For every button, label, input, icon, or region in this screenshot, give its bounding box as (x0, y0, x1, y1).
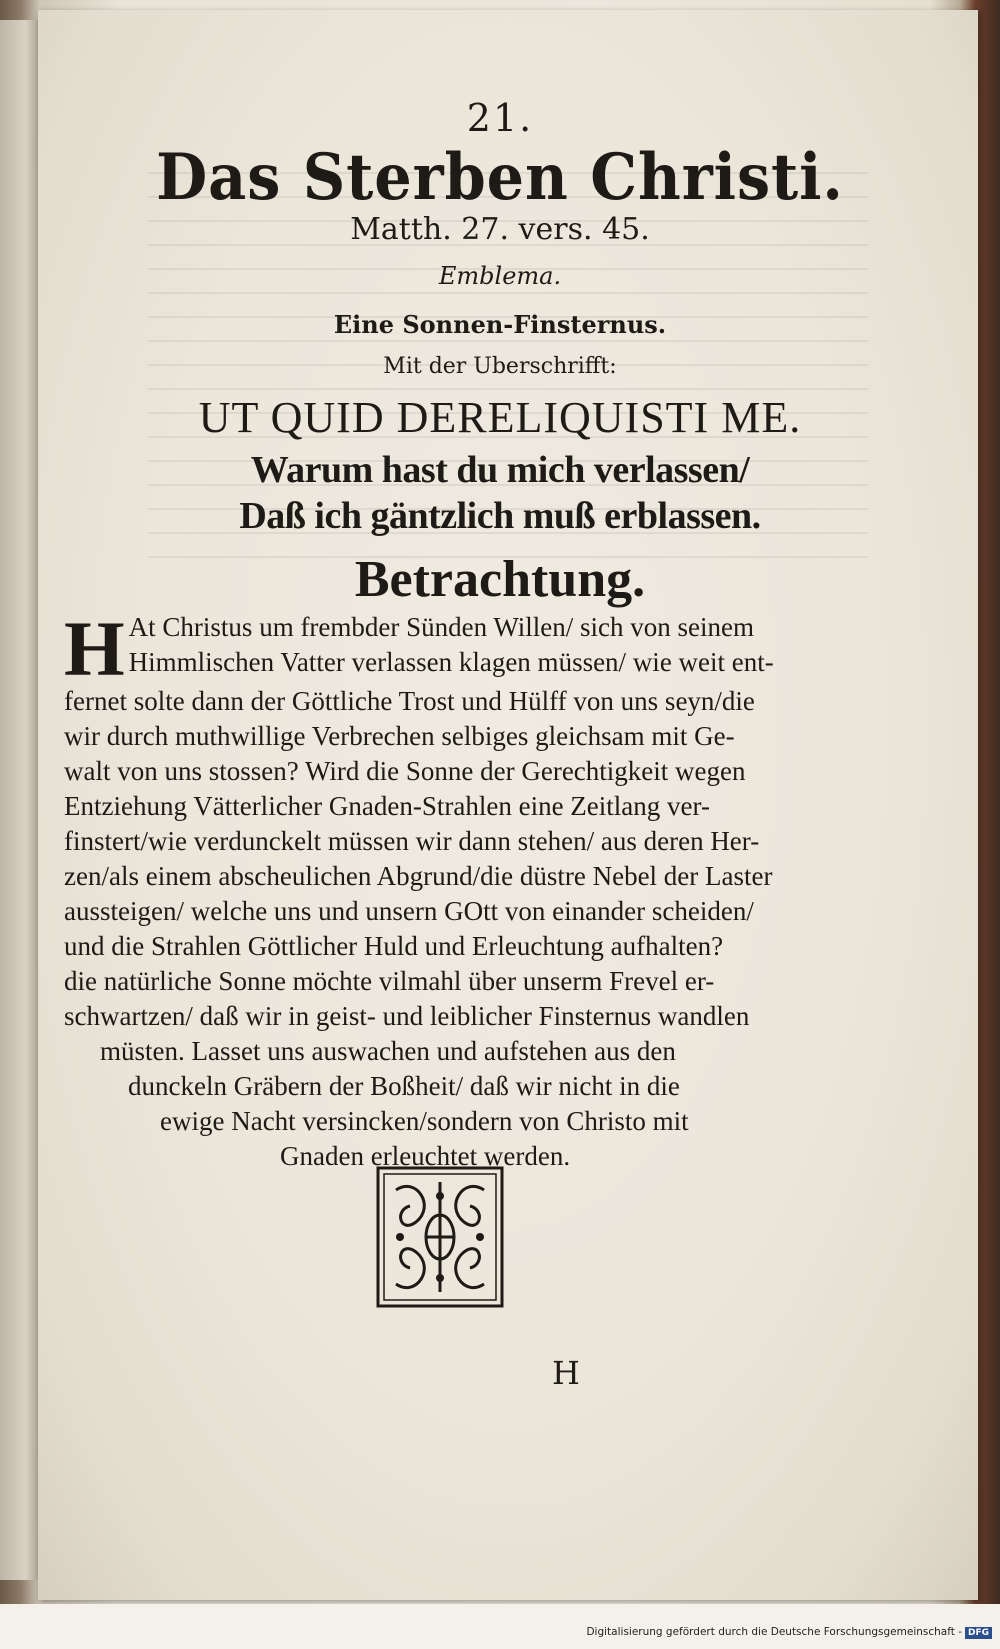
text-line: finstert/wie verdunckelt müssen wir dann stehen/ aus deren Her- (64, 826, 760, 856)
emblem-title: Eine Sonnen-Finsternus. (333, 310, 667, 339)
text-line: fernet solte dann der Göttliche Trost und Hülff von uns seyn/die (64, 686, 755, 716)
catchword: H (552, 1354, 580, 1392)
fleuron-ornament-icon (376, 1166, 504, 1308)
text-line: die natürliche Sonne möchte vilmahl über unserm Frevel er- (64, 966, 715, 996)
text-line: und die Strahlen Göttlicher Huld und Erleuchtung aufhalten? (64, 931, 724, 961)
footer-band (0, 1604, 1000, 1649)
text-line: Entziehung Vätterlicher Gnaden-Strahlen eine Zeitlang ver- (64, 791, 710, 821)
emblem-label: Emblema. (438, 262, 562, 290)
text-line: walt von uns stossen? Wird die Sonne der Gerechtigkeit wegen (64, 756, 746, 786)
text-line: müsten. Lasset uns auswachen und aufstehen aus den (100, 1036, 676, 1066)
text-line: ewige Nacht versincken/sondern von Christo mit (160, 1106, 689, 1136)
latin-motto: UT QUID DERELIQUISTI ME. (198, 393, 802, 442)
left-page-edge (0, 20, 43, 1580)
verse-line: Daß ich gäntzlich muß erblassen. (239, 495, 761, 537)
text-line: Himmlischen Vatter verlassen klagen müssen/ wie weit ent- (128, 647, 774, 677)
page-number: 21. (466, 96, 534, 140)
text-line: aussteigen/ welche uns und unsern GOtt von einander scheiden/ (64, 896, 754, 926)
bible-reference: Matth. 27. vers. 45. (350, 212, 650, 247)
page-title: Das Sterben Christi. (156, 140, 844, 215)
section-heading: Betrachtung. (354, 551, 646, 608)
text-line: dunckeln Gräbern der Boßheit/ daß wir nicht in die (128, 1071, 680, 1101)
digitization-credit (586, 1626, 992, 1639)
verse-line: Warum hast du mich verlassen/ (250, 449, 750, 491)
text-line: Gnaden erleuchtet werden. (280, 1141, 571, 1171)
meditation-text (64, 605, 824, 1174)
text-line: At Christus um frembder Sünden Willen/ sich von seinem (128, 612, 755, 642)
drop-cap: H (64, 605, 125, 692)
dfg-logo: DFG (965, 1627, 992, 1639)
inscription-intro: Mit der Uberschrifft: (383, 354, 617, 379)
credit-text: Digitalisierung gefördert durch die Deutsche Forschungsgemeinschaft - (586, 1626, 962, 1638)
text-line: zen/als einem abscheulichen Abgrund/die düstre Nebel der Laster (64, 861, 773, 891)
text-line: schwartzen/ daß wir in geist- und leiblicher Finsternus wandlen (64, 1001, 750, 1031)
text-line: wir durch muthwillige Verbrechen selbiges gleichsam mit Ge- (64, 721, 735, 751)
